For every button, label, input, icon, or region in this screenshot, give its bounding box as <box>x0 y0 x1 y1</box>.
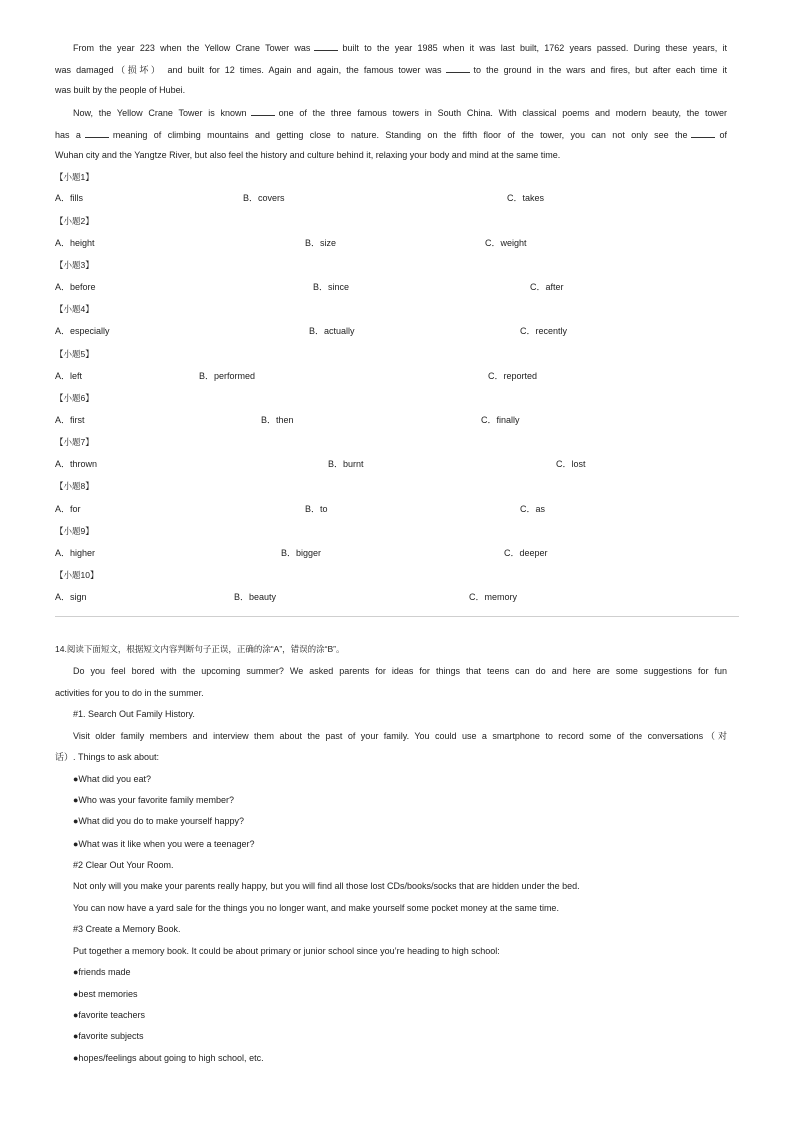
question-label: 【小题1】 <box>55 172 94 182</box>
option-b[interactable]: B．covers <box>243 193 285 203</box>
question-label: 【小题10】 <box>55 570 99 580</box>
bullet-item: ●favorite teachers <box>73 1010 145 1020</box>
question-label: 【小题4】 <box>55 304 94 314</box>
intro-line: activities for you to do in the summer. <box>55 688 204 698</box>
option-b[interactable]: B．actually <box>309 326 355 336</box>
paragraph-line: Visit older family members and interview them about the past of your family. You could use a smartphone to record some of the conversations（对 <box>73 731 727 741</box>
option-a[interactable]: A．first <box>55 415 85 425</box>
passage-line <box>73 41 727 55</box>
option-a[interactable]: A．thrown <box>55 459 98 469</box>
paragraph-line: Put together a memory book. It could be about primary or junior school since you’re heading to high school: <box>73 946 500 956</box>
option-c[interactable]: C．memory <box>469 592 518 602</box>
section-divider <box>55 616 739 617</box>
option-a[interactable]: A．for <box>55 504 81 514</box>
passage-line <box>55 128 727 142</box>
option-a[interactable]: A．higher <box>55 548 96 558</box>
answer-blank-1 <box>314 41 338 51</box>
passage-text: Wuhan city and the Yangtze River, but also feel the history and culture behind it, relaxing your body and mind at the same time. <box>55 150 561 160</box>
section-instruction: 14.阅读下面短文，根据短文内容判断句子正误，正确的涂“A”，错误的涂“B”。 <box>55 644 345 654</box>
option-c[interactable]: C．reported <box>488 371 538 381</box>
bullet-item: ●What was it like when you were a teenager? <box>73 839 255 849</box>
question-label: 【小题5】 <box>55 349 94 359</box>
passage-line <box>55 63 727 77</box>
option-b[interactable]: B．beauty <box>234 592 277 602</box>
heading-1: #1. Search Out Family History. <box>73 709 195 719</box>
option-a[interactable]: A．height <box>55 238 95 248</box>
option-a[interactable]: A．before <box>55 282 96 292</box>
paragraph-line: You can now have a yard sale for the things you no longer want, and make yourself some pocket money at the same time. <box>73 903 559 913</box>
passage-line <box>73 106 727 120</box>
heading-3: #3 Create a Memory Book. <box>73 924 181 934</box>
passage-text: was built by the people of Hubei. <box>55 85 186 95</box>
bullet-item: ●favorite subjects <box>73 1031 144 1041</box>
passage-text: was damaged（损坏） and built for 12 times. Again and again, the famous tower was <box>55 65 442 75</box>
option-b[interactable]: B．since <box>313 282 350 292</box>
passage-line <box>55 149 727 162</box>
answer-blank-3 <box>251 106 275 116</box>
passage-text: one of the three famous towers in South China. With classical poems and modern beauty, the tower <box>278 108 727 118</box>
option-b[interactable]: B．to <box>305 504 328 514</box>
option-c[interactable]: C．lost <box>556 459 586 469</box>
bullet-item: ●hopes/feelings about going to high school, etc. <box>73 1053 264 1063</box>
question-label: 【小题2】 <box>55 216 94 226</box>
bullet-item: ●best memories <box>73 989 138 999</box>
option-c[interactable]: C．recently <box>520 326 568 336</box>
passage-text: of <box>719 130 727 140</box>
bullet-item: ●Who was your favorite family member? <box>73 795 234 805</box>
answer-blank-5 <box>691 128 715 138</box>
option-a[interactable]: A．fills <box>55 193 84 203</box>
passage-text: has a <box>55 130 81 140</box>
question-label: 【小题7】 <box>55 437 94 447</box>
option-c[interactable]: C．after <box>530 282 564 292</box>
passage-text: Now, the Yellow Crane Tower is known <box>73 108 247 118</box>
question-label: 【小题3】 <box>55 260 94 270</box>
bullet-item: ●What did you eat? <box>73 774 151 784</box>
option-b[interactable]: B．bigger <box>281 548 322 558</box>
passage-text: to the ground in the wars and fires, but after each time it <box>473 65 727 75</box>
passage-text: built to the year 1985 when it was last built, 1762 years passed. During these years, it <box>342 43 727 53</box>
answer-blank-2 <box>446 63 470 73</box>
option-b[interactable]: B．performed <box>199 371 256 381</box>
option-a[interactable]: A．especially <box>55 326 110 336</box>
question-label: 【小题6】 <box>55 393 94 403</box>
option-c[interactable]: C．weight <box>485 238 527 248</box>
option-b[interactable]: B．then <box>261 415 294 425</box>
intro-line: Do you feel bored with the upcoming summer? We asked parents for ideas for things that teens can do and here are some suggestions for fun <box>73 666 727 676</box>
option-c[interactable]: C．deeper <box>504 548 548 558</box>
heading-2: #2 Clear Out Your Room. <box>73 860 174 870</box>
option-b[interactable]: B．burnt <box>328 459 364 469</box>
bullet-item: ●friends made <box>73 967 131 977</box>
question-label: 【小题9】 <box>55 526 94 536</box>
option-c[interactable]: C．takes <box>507 193 545 203</box>
bullet-item: ●What did you do to make yourself happy? <box>73 816 245 826</box>
passage-text: From the year 223 when the Yellow Crane Tower was <box>73 43 311 53</box>
paragraph-line: Not only will you make your parents really happy, but you will find all those lost CDs/books/socks that are hidden under the bed. <box>73 881 580 891</box>
paragraph-line: 话）. Things to ask about: <box>55 752 160 762</box>
option-c[interactable]: C．as <box>520 504 546 514</box>
question-label: 【小题8】 <box>55 481 94 491</box>
option-c[interactable]: C．finally <box>481 415 520 425</box>
passage-text: meaning of climbing mountains and getting close to nature. Standing on the fifth floor of the tower, you can not only see the <box>112 130 688 140</box>
option-a[interactable]: A．left <box>55 371 83 381</box>
option-a[interactable]: A．sign <box>55 592 87 602</box>
answer-blank-4 <box>85 128 109 138</box>
option-b[interactable]: B．size <box>305 238 337 248</box>
passage-line <box>55 84 727 97</box>
